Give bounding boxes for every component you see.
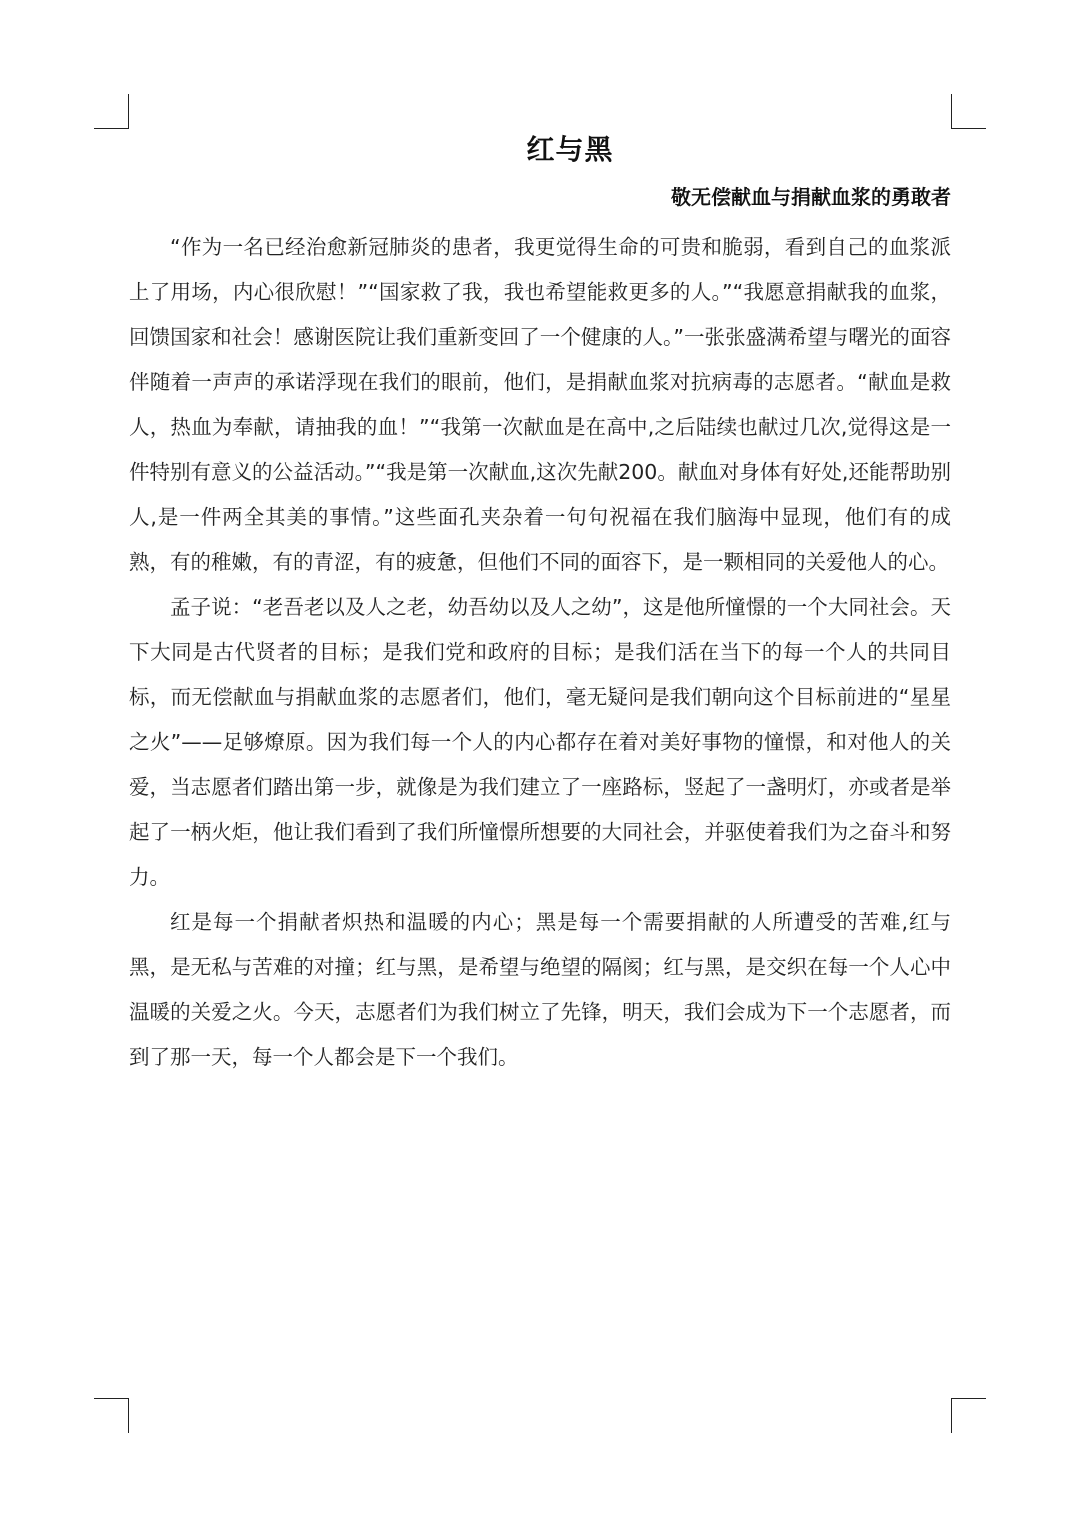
crop-mark-bottom-left <box>94 1398 129 1433</box>
crop-mark-bottom-right <box>951 1398 986 1433</box>
document-subtitle: 敬无偿献血与捐献血浆的勇敢者 <box>671 185 951 209</box>
crop-mark-top-right <box>951 94 986 129</box>
document-body <box>129 128 951 1080</box>
crop-mark-top-left <box>94 94 129 129</box>
document-title: 红与黑 <box>526 133 614 166</box>
paragraph-3: 红是每一个捐献者炽热和温暖的内心；黑是每一个需要捐献的人所遭受的苦难,红与黑，是无私与苦难的对撞；红与黑，是希望与绝望的隔阂；红与黑，是交织在每一个人心中温暖的关爱之火。今天，志愿者们为我们树立了先锋，明天，我们会成为下一个志愿者，而到了那一天，每一个人都会是下一个我们。 <box>129 910 951 1069</box>
paragraph-2: 孟子说：“老吾老以及人之老，幼吾幼以及人之幼”，这是他所憧憬的一个大同社会。天下大同是古代贤者的目标；是我们党和政府的目标；是我们活在当下的每一个人的共同目标，而无偿献血与捐献血浆的志愿者们，他们，毫无疑问是我们朝向这个目标前进的“星星之火”——足够燎原。因为我们每一个人的内心都存在着对美好事物的憧憬，和对他人的关爱，当志愿者们踏出第一步，就像是为我们建立了一座路标，竖起了一盏明灯，亦或者是举起了一柄火炬，他让我们看到了我们所憧憬所想要的大同社会，并驱使着我们为之奋斗和努力。 <box>129 595 951 889</box>
paragraph-1: “作为一名已经治愈新冠肺炎的患者，我更觉得生命的可贵和脆弱，看到自己的血浆派上了用场，内心很欣慰！”“国家救了我，我也希望能救更多的人。”“我愿意捐献我的血浆，回馈国家和社会！感谢医院让我们重新变回了一个健康的人。”一张张盛满希望与曙光的面容伴随着一声声的承诺浮现在我们的眼前，他们，是捐献血浆对抗病毒的志愿者。“献血是救人，热血为奉献，请抽我的血！”“我第一次献血是在高中,之后陆续也献过几次,觉得这是一件特别有意义的公益活动。”“我是第一次献血,这次先献200。献血对身体有好处,还能帮助别人,是一件两全其美的事情。”这些面孔夹杂着一句句祝福在我们脑海中显现，他们有的成熟，有的稚嫩，有的青涩，有的疲惫，但他们不同的面容下，是一颗相同的关爱他人的心。 <box>129 235 951 574</box>
